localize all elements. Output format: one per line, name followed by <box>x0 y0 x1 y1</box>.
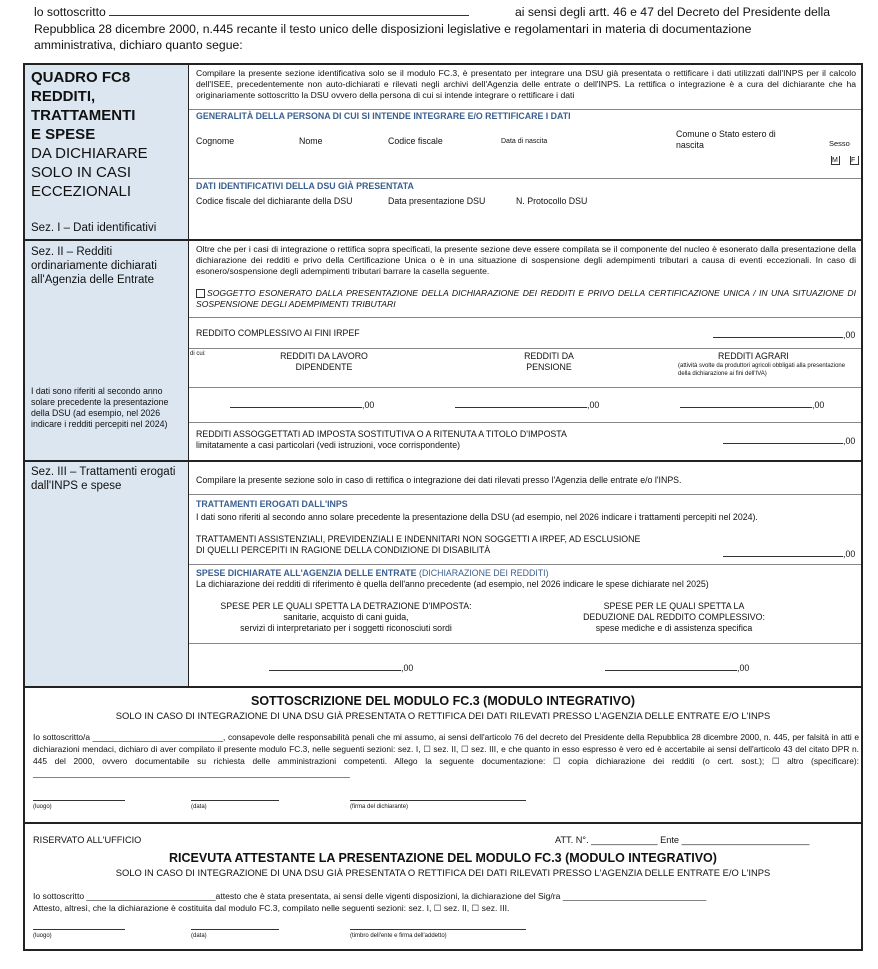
divider <box>189 564 861 565</box>
ricevuta-luogo-field[interactable] <box>33 929 125 930</box>
deduzione-amount-field[interactable]: ,00 <box>605 661 749 674</box>
divider <box>189 348 861 349</box>
timbro-field[interactable] <box>350 929 526 930</box>
trattamenti-line2: DI QUELLI PERCEPITI IN RAGIONE DELLA CONDIZIONE DI DISABILITÀ <box>196 545 491 555</box>
sec3-label-cell <box>25 462 189 686</box>
firma-field[interactable] <box>350 800 526 801</box>
sec2-label: Sez. II – Redditi ordinariamente dichiarati all'Agenzia delle Entrate <box>31 246 157 286</box>
data-field[interactable] <box>191 800 279 801</box>
ricevuta-section <box>25 824 861 949</box>
divider <box>189 387 861 388</box>
divider <box>189 494 861 495</box>
agrari-note: (attività svolte da produttori agricoli obbligati alla presentazione della dichiarazione ai fini dell'IVA) <box>678 363 846 377</box>
agrari-amount-field[interactable]: ,00 <box>680 398 824 411</box>
sesso-m-checkbox[interactable]: M <box>831 156 840 165</box>
generalita-title: GENERALITÀ DELLA PERSONA DI CUI SI INTENDE INTEGRARE E/O RETTIFICARE I DATI <box>196 111 571 121</box>
att-ente-field[interactable]: ATT. N°. _____________ Ente _________________________ <box>555 835 810 845</box>
dsu-cf-field[interactable]: Codice fiscale del dichiarante della DSU <box>196 196 353 206</box>
sostitutiva-field[interactable]: ,00 <box>723 434 855 447</box>
esonerato-label: SOGGETTO ESONERATO DALLA PRESENTAZIONE DELLA DICHIARAZIONE DEI REDDITI E PRIVO DELLA CERTIFICAZIONE UNICA / IN UNA SITUAZIONE DI SOSPENSIONE DEGLI ADEMPIMENTI TRIBUTARI <box>196 288 856 309</box>
dsu-date-field[interactable]: Data presentazione DSU <box>388 196 486 206</box>
ricevuta-line1: Io sottoscritto ___________________________attesto che è stata presentata, ai sensi delle vigenti disposizioni, la dichiarazione del Sig/ra ______________________________ <box>33 891 707 901</box>
ricevuta-data-field[interactable] <box>191 929 279 930</box>
sec3-content <box>189 462 861 686</box>
intro-text-line1: ai sensi degli artt. 46 e 47 del Decreto del Presidente della <box>514 5 830 19</box>
intro-text-line2: Repubblica 28 dicembre 2000, n.445 recante il testo unico delle disposizioni legislative e regolamentari in materia di documentazione <box>34 21 752 36</box>
sottoscrizione-title: SOTTOSCRIZIONE DEL MODULO FC.3 (MODULO INTEGRATIVO) <box>250 694 636 708</box>
luogo-field[interactable] <box>33 800 125 801</box>
col-nome[interactable]: Nome <box>299 136 323 146</box>
divider <box>189 422 861 423</box>
sec1-label: Sez. I – Dati identificativi <box>31 222 157 234</box>
sottoscrizione-body: Io sottoscritto/a ____________________________, consapevole delle responsabilità penali che mi assumo, ai sensi dell'articolo 76 del decreto del Presidente della Repubblica 28 dicembre 2000, n. 445, per falsità in atti e dichiarazioni mendaci, dichiaro di aver compilato il presente modulo FC.3, nelle seguenti sezioni: sez. I, ☐ sez. II, ☐ sez. III, e che quanto in esso espresso è vero ed è accertabile ai sensi dell'articolo 43 del citato DPR n. 445 del 2000, ovvero documentabile su richiesta delle amministrazioni competenti. Allego la seguente documentazione: ☐ copia dichiarazione dei redditi (o cert. sost.); ☐ altro (specificare): ____________________________________________________________________ <box>33 732 859 778</box>
deduzione-label: SPESE PER LE QUALI SPETTA LA DEDUZIONE DAL REDDITO COMPLESSIVO: spese mediche e di assistenza specifica <box>583 601 765 633</box>
dsu-protocol-field[interactable]: N. Protocollo DSU <box>516 196 588 206</box>
intro-subscriber-label: lo sottoscritto <box>34 5 106 19</box>
col-sesso: Sesso <box>829 139 850 148</box>
form-frame <box>23 63 863 951</box>
agrari-label: REDDITI AGRARI <box>718 351 789 361</box>
lavoro-label: REDDITI DA LAVORO DIPENDENTE <box>280 351 368 372</box>
ricevuta-data-label: (data) <box>191 933 207 939</box>
dsu-title: DATI IDENTIFICATIVI DELLA DSU GIÀ PRESENTATA <box>196 181 414 191</box>
quadro-title-2: REDDITI, <box>31 88 96 105</box>
pensione-label: REDDITI DA PENSIONE <box>524 351 574 372</box>
firma-label: (firma del dichiarante) <box>350 804 409 810</box>
sec2-note: I dati sono riferiti al secondo anno solare precedente la presentazione della DSU (ad esempio, nel 2026 indicare i redditi percepiti nel 2024) <box>31 386 169 429</box>
intro-declaration <box>34 4 830 54</box>
detrazione-amount-field[interactable]: ,00 <box>269 661 413 674</box>
pensione-amount-field[interactable]: ,00 <box>455 398 599 411</box>
col-cognome[interactable]: Cognome <box>196 136 235 146</box>
col-codice-fiscale[interactable]: Codice fiscale <box>388 136 443 146</box>
quadro-title-6: SOLO IN CASI <box>31 164 132 181</box>
divider <box>189 643 861 644</box>
di-cui-label: di cui: <box>190 351 206 357</box>
sec2-content <box>189 241 861 460</box>
divider <box>189 178 861 179</box>
reddito-complessivo-label: REDDITO COMPLESSIVO AI FINI IRPEF <box>196 328 360 338</box>
sec3-label: Sez. III – Trattamenti erogati dall'INPS e spese <box>31 466 176 492</box>
quadro-title-4: E SPESE <box>31 126 96 143</box>
esonerato-checkbox[interactable] <box>196 289 205 298</box>
lavoro-amount-field[interactable]: ,00 <box>230 398 374 411</box>
quadro-title-cell <box>25 65 189 239</box>
esonerato-option[interactable] <box>196 288 856 310</box>
sec2-intro-text: Oltre che per i casi di integrazione o rettifica sopra specificati, la presente sezione deve essere compilata se il componente del nucleo è esonerato dalla presentazione della dichiarazione dei redditi e privo della Certificazione Unica o è in una situazione di sospensione degli adempimenti tributari a causa di eventi eccezionali. In caso di esonero/sospensione degli adempimenti tributari barrare la casella seguente. <box>196 244 856 276</box>
section-2 <box>25 241 861 462</box>
divider <box>189 109 861 110</box>
intro-name-field[interactable] <box>109 4 469 16</box>
spese-title: SPESE DICHIARATE ALL'AGENZIA DELLE ENTRATE (DICHIARAZIONE DEI REDDITI) <box>196 568 549 578</box>
trattamenti-line1: TRATTAMENTI ASSISTENZIALI, PREVIDENZIALI E INDENNITARI NON SOGGETTI A IRPEF, AD ESCLUSIONE <box>196 534 641 544</box>
spese-note: La dichiarazione dei redditi di riferimento è quella dell'anno precedente (ad esempio, nel 2026 indicare le spese dichiarate nel 2025) <box>196 579 709 589</box>
ricevuta-luogo-label: (luogo) <box>33 933 52 939</box>
riservato-label: RISERVATO ALL'UFFICIO <box>33 835 142 845</box>
quadro-title-1: QUADRO FC8 <box>31 69 131 86</box>
sec2-label-cell <box>25 241 189 460</box>
col-comune-nascita[interactable]: Comune o Stato estero di nascita <box>676 129 776 150</box>
section-1 <box>25 65 861 241</box>
sostitutiva-label: REDDITI ASSOGGETTATI AD IMPOSTA SOSTITUTIVA O A RITENUTA A TITOLO D'IMPOSTA <box>196 429 567 439</box>
timbro-label: (timbro dell'ente e firma dell'addetto) <box>350 933 447 939</box>
section-3 <box>25 462 861 688</box>
ricevuta-line2: Attesto, altresì, che la dichiarazione è costituita dal modulo FC.3, compilato nelle seguenti sezioni: sez. I, ☐ sez. II, ☐ sez. III. <box>33 903 510 913</box>
col-data-nascita[interactable]: Data di nascita <box>501 138 548 145</box>
reddito-complessivo-field[interactable]: ,00 <box>713 328 855 341</box>
sottoscrizione-subtitle: SOLO IN CASO DI INTEGRAZIONE DI UNA DSU GIÀ PRESENTATA O RETTIFICA DEI DATI RILEVATI PRESSO L'AGENZIA DELLE ENTRATE E/O L'INPS <box>115 710 771 721</box>
data-label: (data) <box>191 804 207 810</box>
trattamenti-note: I dati sono riferiti al secondo anno solare precedente la presentazione della DSU (ad esempio, nel 2026 indicare i trattamenti percepiti nel 2024). <box>196 512 758 522</box>
sec3-intro-text: Compilare la presente sezione solo in caso di rettifica o integrazione dei dati rilevati presso l'Agenzia delle entrate e/o l'INPS. <box>196 475 682 485</box>
divider <box>189 317 861 318</box>
ricevuta-title: RICEVUTA ATTESTANTE LA PRESENTAZIONE DEL MODULO FC.3 (MODULO INTEGRATIVO) <box>169 851 717 865</box>
trattamenti-title: TRATTAMENTI EROGATI DALL'INPS <box>196 499 348 509</box>
quadro-title-5: DA DICHIARARE <box>31 145 148 162</box>
quadro-title-7: ECCEZIONALI <box>31 183 132 200</box>
trattamenti-field[interactable]: ,00 <box>723 547 855 560</box>
quadro-title-3: TRATTAMENTI <box>31 107 136 124</box>
sottoscrizione-section <box>25 688 861 824</box>
sec1-content <box>189 65 861 239</box>
sesso-f-checkbox[interactable]: F <box>850 156 859 165</box>
sec1-intro-text: Compilare la presente sezione identificativa solo se il modulo FC.3, è presentato per integrare una DSU già presentata o rettificare i dati utilizzati dall'INPS per il calcolo dell'ISEE, precedentemente non auto-dichiarati e rilevati negli archivi dell'Agenzia delle entrate o dell'INPS. La rettifica o integrazione è a cura del dichiarante che ha originariamente sottoscritto la DSU ovvero della persona di cui si intende integrare o rettificare i dati <box>196 68 856 100</box>
sostitutiva-sublabel: limitatamente a casi particolari (vedi istruzioni, voce corrispondente) <box>196 440 461 450</box>
intro-text-line3: amministrativa, dichiaro quanto segue: <box>34 38 243 52</box>
detrazione-label: SPESE PER LE QUALI SPETTA LA DETRAZIONE D'IMPOSTA: sanitarie, acquisto di cani guida, servizi di interpretariato per i soggetti riconosciuti sordi <box>220 601 472 633</box>
ricevuta-subtitle: SOLO IN CASO DI INTEGRAZIONE DI UNA DSU GIÀ PRESENTATA O RETTIFICA DEI DATI RILEVATI PRESSO L'AGENZIA DELLE ENTRATE E/O L'INPS <box>115 867 771 878</box>
luogo-label: (luogo) <box>33 804 52 810</box>
